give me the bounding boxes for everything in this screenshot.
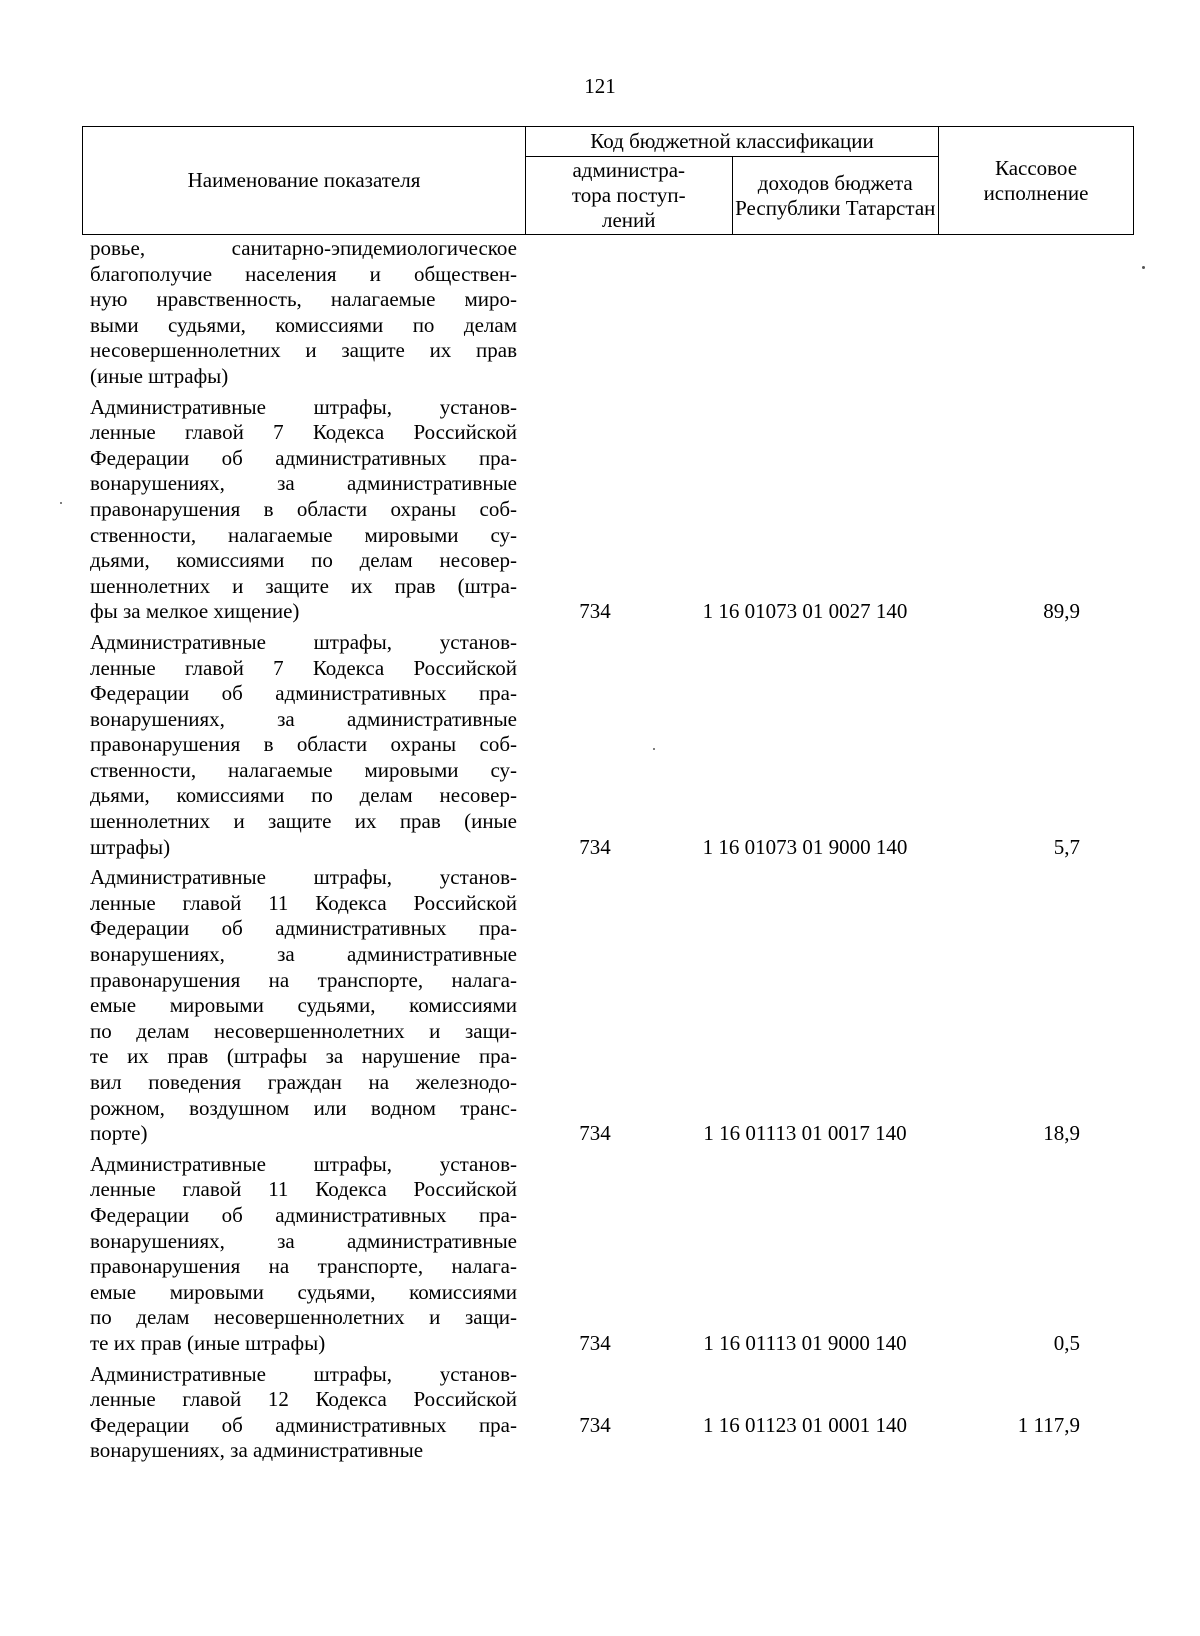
indicator-name-line: несовершеннолетних и защите их прав [90, 338, 517, 363]
indicator-name-line: вонарушениях, за административные [90, 471, 517, 496]
indicator-name [90, 236, 517, 390]
indicator-name [90, 1362, 517, 1464]
admin-code: 734 [579, 599, 611, 624]
income-code: 1 16 01113 01 0017 140 [703, 1121, 907, 1146]
income-code: 1 16 01073 01 0027 140 [702, 599, 908, 624]
indicator-name-line: емые мировыми судьями, комиссиями [90, 993, 517, 1018]
indicator-name-line: ленные главой 11 Кодекса Российской [90, 1177, 517, 1202]
indicator-name-line: Федерации об административных пра- [90, 681, 517, 706]
income-code: 1 16 01113 01 9000 140 [703, 1330, 907, 1355]
indicator-name-line: Федерации об административных пра- [90, 916, 517, 941]
header-cash-execution [939, 127, 1134, 235]
table-row [90, 236, 1130, 390]
admin-code: 734 [579, 1330, 611, 1355]
table-header [82, 126, 1134, 235]
table-row [90, 395, 1130, 625]
table-row [90, 1152, 1130, 1357]
indicator-name-line: ственности, налагаемые мировыми су- [90, 522, 517, 547]
indicator-name-line: порте) [90, 1121, 148, 1146]
indicator-name-line: вонарушениях, за административные [90, 942, 517, 967]
indicator-name-line: Административные штрафы, установ- [90, 865, 517, 890]
indicator-name-line: дьями, комиссиями по делам несовер- [90, 548, 517, 573]
table-row [90, 630, 1130, 860]
indicator-name-line: Административные штрафы, установ- [90, 629, 517, 654]
cash-execution-value: 5,7 [1053, 834, 1080, 859]
header-admin-column [526, 157, 733, 235]
indicator-name-line: ленные главой 11 Кодекса Российской [90, 890, 517, 915]
indicator-name-line: вонарушениях, за административные [90, 1438, 424, 1463]
header-income-line: Республики Татарстан [735, 195, 936, 220]
indicator-name-line: правонарушения в области охраны соб- [90, 732, 517, 757]
indicator-name-line: штрафы) [90, 834, 171, 859]
indicator-name [90, 630, 517, 860]
indicator-name-line: шеннолетних и защите их прав (иные [90, 809, 517, 834]
indicator-name-line: (иные штрафы) [90, 363, 229, 388]
indicator-name-line: правонарушения на транспорте, налага- [90, 967, 517, 992]
indicator-name-line: благополучие населения и обществен- [90, 261, 517, 286]
indicator-name [90, 395, 517, 625]
header-income-line: доходов бюджета [757, 170, 913, 195]
indicator-name-line: ственности, налагаемые мировыми су- [90, 757, 517, 782]
cash-execution-value: 18,9 [1043, 1121, 1080, 1146]
admin-code: 734 [579, 1121, 611, 1146]
header-admin-line: администра- [572, 158, 686, 182]
indicator-name-line: вонарушениях, за административные [90, 706, 517, 731]
indicator-name-line: емые мировыми судьями, комиссиями [90, 1279, 517, 1304]
indicator-name-line: ную нравственность, налагаемые миро- [90, 287, 517, 312]
scan-speck [653, 748, 655, 750]
header-classification-code: Код бюджетной классификации [526, 127, 939, 157]
indicator-name-line: Федерации об административных пра- [90, 1412, 517, 1437]
indicator-name-line: те их прав (штрафы за нарушение пра- [90, 1044, 517, 1069]
cash-execution-value: 89,9 [1043, 599, 1080, 624]
indicator-name-line: правонарушения на транспорте, налага- [90, 1254, 517, 1279]
admin-code: 734 [579, 1412, 611, 1437]
indicator-name-line: рожном, воздушном или водном транс- [90, 1095, 517, 1120]
income-code: 1 16 01073 01 9000 140 [702, 834, 908, 859]
indicator-name-line: ленные главой 12 Кодекса Российской [90, 1387, 517, 1412]
indicator-name-line: ленные главой 7 Кодекса Российской [90, 420, 517, 445]
indicator-name-line: Федерации об административных пра- [90, 1202, 517, 1227]
indicator-name-line: Федерации об административных пра- [90, 445, 517, 470]
header-admin-line: лений [601, 208, 656, 232]
header-income-column [732, 157, 939, 235]
header-exec-line: исполнение [983, 180, 1089, 205]
scan-speck [1142, 266, 1145, 269]
header-exec-line: Кассовое [994, 155, 1078, 180]
indicator-name [90, 1152, 517, 1357]
indicator-name-line: Административные штрафы, установ- [90, 1151, 517, 1176]
indicator-name-line: по делам несовершеннолетних и защи- [90, 1018, 517, 1043]
indicator-name-line: ленные главой 7 Кодекса Российской [90, 655, 517, 680]
cash-execution-value: 0,5 [1053, 1330, 1080, 1355]
scan-speck [60, 502, 62, 504]
indicator-name-line: по делам несовершеннолетних и защи- [90, 1305, 517, 1330]
page-number: 121 [584, 74, 616, 98]
indicator-name-line: фы за мелкое хищение) [90, 599, 300, 624]
indicator-name-line: правонарушения в области охраны соб- [90, 496, 517, 521]
cash-execution-value: 1 117,9 [1017, 1412, 1080, 1437]
table-row [90, 1362, 1130, 1464]
table-row [90, 865, 1130, 1147]
indicator-name-line: дьями, комиссиями по делам несовер- [90, 783, 517, 808]
indicator-name-line: вонарушениях, за административные [90, 1228, 517, 1253]
indicator-name-line: вил поведения граждан на железнодо- [90, 1070, 517, 1094]
header-admin-line: тора поступ- [571, 183, 686, 207]
indicator-name-line: Административные штрафы, установ- [90, 1361, 517, 1386]
indicator-name-line: ровье, санитарно-эпидемиологическое [90, 236, 517, 260]
header-name-column: Наименование показателя [83, 127, 526, 235]
indicator-name [90, 865, 517, 1147]
income-code: 1 16 01123 01 0001 140 [703, 1412, 907, 1437]
table-body [90, 236, 1130, 1469]
indicator-name-line: Административные штрафы, установ- [90, 394, 517, 419]
indicator-name-line: выми судьями, комиссиями по делам [90, 312, 517, 337]
indicator-name-line: те их прав (иные штрафы) [90, 1330, 326, 1355]
indicator-name-line: шеннолетних и защите их прав (штра- [90, 573, 517, 598]
admin-code: 734 [579, 834, 611, 859]
